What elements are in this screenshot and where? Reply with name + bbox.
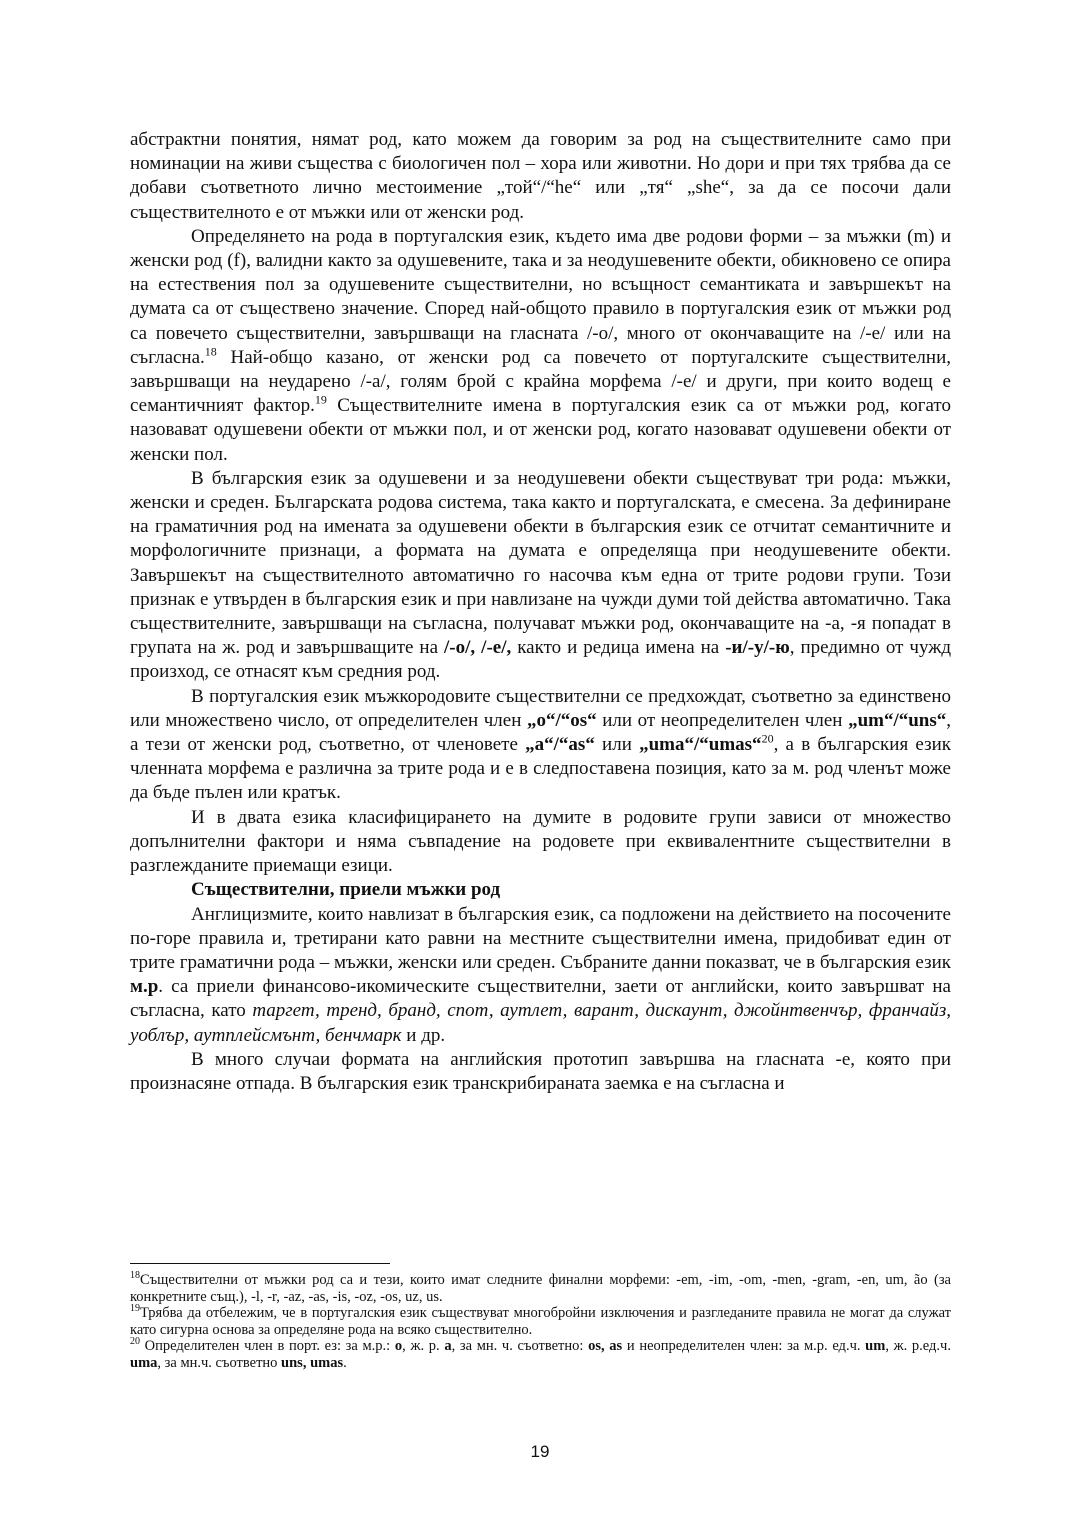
paragraph-3: В българския език за одушевени и за неодушевени обекти съществуват три рода: мъжки, женски и среден. Българската родова система, така както и португалската, е смесена. За дефиниране на граматичния род на имената за одушевени обекти в българския език се отчитат семантичните и морфологичните признаци, а формата на думата е определяща при неодушевените обекти. Завършекът на съществителното автоматично го насочва към една от трите родови групи. Този признак е утвърден в българския език и при навлизане на чужди думи той действа автоматично. Така съществителните, завършващи на съгласна, получават мъжки род, окончаващите на -а, -я попадат в групата на ж. род и завършващите на /-o/, /-e/, както и редица имена на -и/-у/-ю, предимно от чужд произход, се отнасят към средния род. [130, 467, 951, 683]
paragraph-1: абстрактни понятия, нямат род, като можем да говорим за род на съществителните само при номинации на живи същества с биологичен пол – хора или животни. Но дори и при тях трябва да се добави съответното лично местоимение „той“/“he“ или „тя“ „she“, за да се посочи дали съществителното е от мъжки или от женски род. [130, 129, 951, 223]
section-heading: Съществителни, приели мъжки род [191, 879, 501, 901]
paragraph-6: Англицизмите, които навлизат в българския език, са подложени на действието на посочените по-горе правила и, третирани като равни на местните съществителни имена, придобиват един от трите граматични рода – мъжки, женски или среден. Събраните данни показват, че в българския език м.р. са приели финансово-икомическите съществителни, заети от английски, които завършват на съгласна, като таргет, тренд, бранд, спот, аутлет, варант, дискаунт, джойнтвенчър, франчайз, уоблър, аутплейсмънт, бенчмарк и др. [130, 903, 951, 1046]
footnote-ref-18[interactable]: 18 [204, 344, 217, 359]
page-body [130, 128, 951, 1096]
paragraph-5: И в двата езика класифицирането на думите в родовите групи зависи от множество допълнителни фактори и няма съвпадение на родовете при еквивалентните съществителни в разглежданите приемащи езици. [130, 806, 951, 877]
footnote-ref-20[interactable]: 20 [761, 731, 774, 746]
footnote-18: $^{18}$Съществителни от мъжки род са и тези, които имат следните финални морфеми: -em, -im, -om, -men, -gram, -en, um, ão (за конкретните същ.), -l, -r, -az, -as, -is, -oz, -os, uz, us. [130, 1270, 951, 1305]
footnote-19: $^{19}$Трябва да отбележим, че в португалския език съществуват многобройни изключения и разгледаните правила не могат да служат като сигурна основа за определяне рода на всяко съществително. [130, 1303, 951, 1338]
footnote-ref-19[interactable]: 19 [314, 392, 327, 407]
footnotes [130, 1263, 951, 1372]
paragraph-7: В много случаи формата на английския прототип завършва на гласната -е, която при произнасяне отпада. В българския език транскрибираната заемка е на съгласна и [130, 1048, 951, 1094]
page-number: 19 [530, 1442, 550, 1461]
footnote-separator [130, 1263, 390, 1264]
paragraph-4: В португалския език мъжкородовите съществителни се предхождат, съответно за единствено или множествено число, от определителен член „o“/“os“ или от неопределителен член „um“/“uns“, а тези от женски род, съответно, от членовете „a“/“as“ или „uma“/“umas“$^{20}$, а в българския език членната морфема е различна за трите рода и е в следпоставена позиция, като за м. род членът може да бъде пълен или кратък. [130, 685, 952, 804]
footnote-20: $^{20}$ Определителен член в порт. ез: за м.р.: o, ж. р. a, за мн. ч. съответно: os, as и неопределителен член: за м.р. ед.ч. um, ж. р.ед.ч. uma, за мн.ч. съответно uns, umas. [130, 1336, 951, 1371]
paragraph-2: Определянето на рода в португалския език, където има две родови форми – за мъжки (m) и женски род (f), валидни както за одушевените, така и за неодушевените обекти, обикновено се опира на естествения пол за одушевените съществителни, но всъщност семантиката и завършекът на думата са от съществено значение. Според най-общото правило в португалския език от мъжки род са повечето съществителни, завършващи на гласната /-o/, много от окончаващите на /-e/ или на съгласна.$^{18}$ Най-общо казано, от женски род са повечето от португалските съществителни, завършващи на неударено /-a/, голям брой с крайна морфема /-e/ и други, при които водещ е семантичният фактор.$^{19}$ Съществителните имена в португалския език са от мъжки род, когато назовават одушевени обекти от мъжки пол, и от женски род, когато назовават одушевени обекти от женски пол. [130, 225, 951, 465]
